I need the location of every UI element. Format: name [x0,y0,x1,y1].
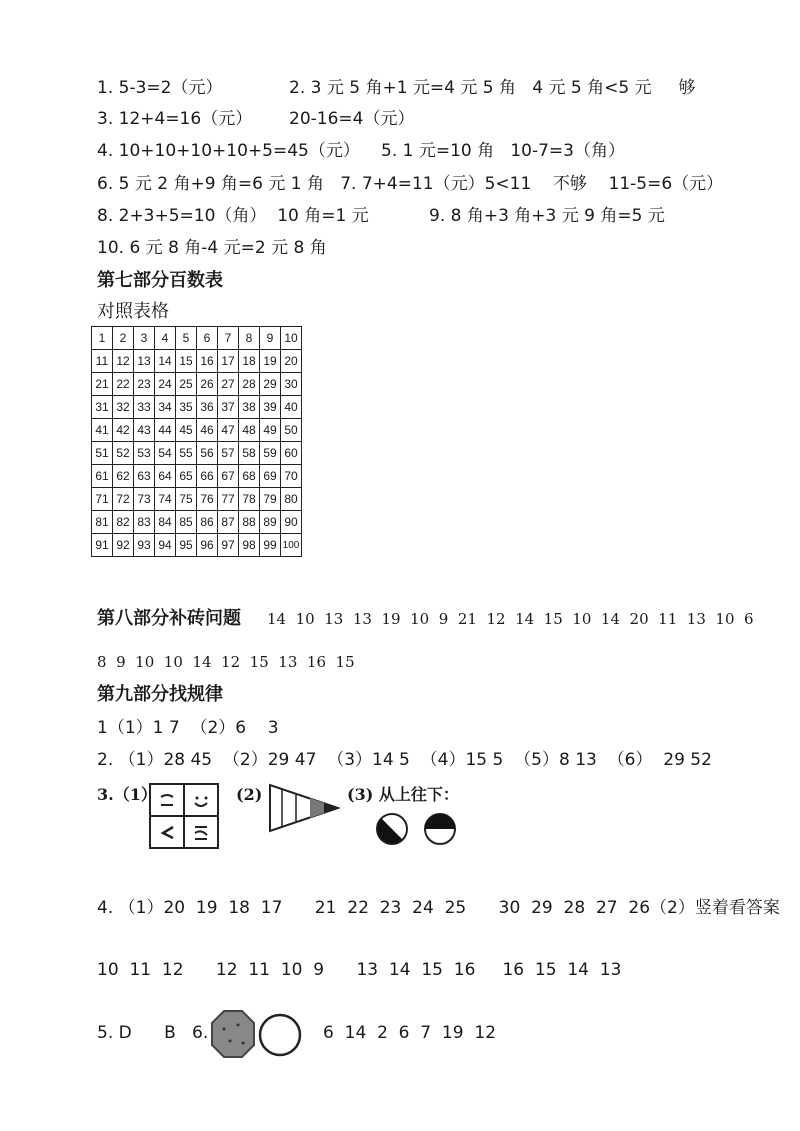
hundred-chart-cell: 86 [197,511,218,534]
hundred-chart-cell: 4 [155,327,176,350]
hundred-chart-cell: 85 [176,511,197,534]
hundred-chart-cell: 24 [155,373,176,396]
answer-9: 9. 8 角+3 角+3 元 9 角=5 元 [429,206,665,226]
hundred-chart-cell: 82 [113,511,134,534]
hundred-chart-row [92,373,302,396]
hundred-chart-cell: 20 [281,350,302,373]
hundred-chart-cell: 54 [155,442,176,465]
hundred-chart-cell: 58 [239,442,260,465]
q3-circles-figure [374,811,464,847]
hundred-chart-cell: 75 [176,488,197,511]
hundred-chart-cell: 70 [281,465,302,488]
hundred-chart-cell: 76 [197,488,218,511]
hundred-chart-cell: 79 [260,488,281,511]
hundred-chart-cell: 74 [155,488,176,511]
q3-grid-figure [149,783,219,849]
part8-numbers-row2: 8 9 10 10 14 12 15 13 16 15 [97,653,355,671]
hundred-chart-cell: 68 [239,465,260,488]
hundred-chart-cell: 33 [134,396,155,419]
hundred-chart-cell: 42 [113,419,134,442]
hundred-chart-cell: 96 [197,534,218,557]
hundred-chart-cell: 63 [134,465,155,488]
part8-title: 第八部分补砖问题 [97,608,241,629]
hundred-chart-cell: 94 [155,534,176,557]
answer-5: 5. 1 元=10 角 10-7=3（角） [381,141,625,161]
hundred-chart-cell: 16 [197,350,218,373]
hundred-chart-cell: 14 [155,350,176,373]
hundred-chart-cell: 32 [113,396,134,419]
octagon-icon [210,1009,256,1059]
hundred-chart-cell: 37 [218,396,239,419]
part9-q3-p2-label: (2) [236,785,263,804]
hundred-chart-cell: 92 [113,534,134,557]
hundred-chart-cell: 60 [281,442,302,465]
answer-1: 1. 5-3=2（元） [97,78,223,98]
part9-title: 第九部分找规律 [97,684,223,705]
hundred-chart-cell: 47 [218,419,239,442]
hundred-chart-row [92,419,302,442]
hundred-chart-cell: 25 [176,373,197,396]
answer-3-b: 20-16=4（元） [289,109,415,129]
hundred-chart-cell: 77 [218,488,239,511]
hundred-chart-cell: 36 [197,396,218,419]
hundred-chart-cell: 40 [281,396,302,419]
hundred-chart-cell: 80 [281,488,302,511]
hundred-chart-cell: 91 [92,534,113,557]
hundred-chart-cell: 78 [239,488,260,511]
hundred-chart-cell: 27 [218,373,239,396]
hundred-chart-cell: 89 [260,511,281,534]
hundred-chart-cell: 52 [113,442,134,465]
hundred-chart-row [92,488,302,511]
hundred-chart-cell: 49 [260,419,281,442]
hundred-chart-cell: 65 [176,465,197,488]
hundred-chart-cell: 7 [218,327,239,350]
circle-icon [257,1012,303,1058]
hundred-chart-cell: 87 [218,511,239,534]
hundred-chart-cell: 62 [113,465,134,488]
hundred-chart-row [92,350,302,373]
hundred-chart-cell: 53 [134,442,155,465]
hundred-chart-cell: 50 [281,419,302,442]
hundred-chart-cell: 41 [92,419,113,442]
hundred-chart-cell: 83 [134,511,155,534]
hundred-chart-cell: 22 [113,373,134,396]
hundred-chart-cell: 21 [92,373,113,396]
hundred-chart-cell: 11 [92,350,113,373]
hundred-chart-cell: 12 [113,350,134,373]
answer-10: 10. 6 元 8 角-4 元=2 元 8 角 [97,238,327,258]
hundred-chart-row [92,534,302,557]
hundred-chart-cell: 29 [260,373,281,396]
hundred-chart-cell: 67 [218,465,239,488]
part9-q2: 2. （1）28 45 （2）29 47 （3）14 5 （4）15 5 （5）8 13 （6） 29 52 [97,750,712,770]
part9-q4-row1: 4. （1）20 19 18 17 21 22 23 24 25 30 29 28 27 26（2）竖着看答案 [97,898,780,918]
hundred-chart-cell: 45 [176,419,197,442]
hundred-chart-cell: 59 [260,442,281,465]
hundred-chart-row [92,511,302,534]
hundred-chart-cell: 3 [134,327,155,350]
part7-subtitle: 对照表格 [97,301,169,322]
hundred-chart-cell: 31 [92,396,113,419]
hundred-chart-cell: 55 [176,442,197,465]
part9-q1: 1（1）1 7 （2）6 3 [97,718,279,738]
hundred-chart-cell: 39 [260,396,281,419]
hundred-chart-cell: 8 [239,327,260,350]
answer-6-7: 6. 5 元 2 角+9 角=6 元 1 角 7. 7+4=11（元）5<11 不够 11-5=6（元） [97,174,724,194]
hundred-chart-cell: 13 [134,350,155,373]
answer-3: 3. 12+4=16（元） [97,109,253,129]
hundred-chart-cell: 61 [92,465,113,488]
part7-title: 第七部分百数表 [97,270,223,291]
hundred-chart [91,326,302,557]
hundred-chart-cell: 98 [239,534,260,557]
hundred-chart-row [92,327,302,350]
hundred-chart-cell: 35 [176,396,197,419]
part8-numbers-row1: 14 10 13 13 19 10 9 21 12 14 15 10 14 20 11 13 10 6 [267,610,754,628]
hundred-chart-cell: 38 [239,396,260,419]
hundred-chart-cell: 6 [197,327,218,350]
hundred-chart-cell: 23 [134,373,155,396]
hundred-chart-cell: 48 [239,419,260,442]
hundred-chart-cell: 28 [239,373,260,396]
part9-q6-answers: 6 14 2 6 7 19 12 [323,1023,497,1043]
hundred-chart-cell: 43 [134,419,155,442]
part9-q5: 5. D B 6. [97,1023,209,1043]
hundred-chart-cell: 97 [218,534,239,557]
hundred-chart-cell: 66 [197,465,218,488]
hundred-chart-cell: 93 [134,534,155,557]
hundred-chart-cell: 84 [155,511,176,534]
hundred-chart-row [92,465,302,488]
hundred-chart-cell: 1 [92,327,113,350]
hundred-chart-cell: 5 [176,327,197,350]
hundred-chart-row [92,442,302,465]
hundred-chart-cell: 81 [92,511,113,534]
part9-q4-row2: 10 11 12 12 11 10 9 13 14 15 16 16 15 14 13 [97,960,622,980]
hundred-chart-cell: 56 [197,442,218,465]
hundred-chart-cell: 19 [260,350,281,373]
answer-4: 4. 10+10+10+10+5=45（元） [97,141,360,161]
hundred-chart-cell: 72 [113,488,134,511]
hundred-chart-cell: 64 [155,465,176,488]
answer-8: 8. 2+3+5=10（角） 10 角=1 元 [97,206,369,226]
hundred-chart-row [92,396,302,419]
hundred-chart-cell: 17 [218,350,239,373]
answer-2: 2. 3 元 5 角+1 元=4 元 5 角 4 元 5 角<5 元 够 [289,78,696,98]
hundred-chart-cell: 95 [176,534,197,557]
hundred-chart-cell: 88 [239,511,260,534]
hundred-chart-cell: 100 [281,534,302,557]
hundred-chart-cell: 69 [260,465,281,488]
q3-triangle-figure [268,783,340,833]
hundred-chart-cell: 18 [239,350,260,373]
hundred-chart-cell: 71 [92,488,113,511]
hundred-chart-cell: 2 [113,327,134,350]
hundred-chart-cell: 9 [260,327,281,350]
hundred-chart-cell: 10 [281,327,302,350]
hundred-chart-cell: 44 [155,419,176,442]
hundred-chart-cell: 99 [260,534,281,557]
hundred-chart-cell: 26 [197,373,218,396]
hundred-chart-cell: 15 [176,350,197,373]
hundred-chart-cell: 73 [134,488,155,511]
part9-q3-label: 3.（1） [97,785,157,804]
hundred-chart-cell: 57 [218,442,239,465]
hundred-chart-cell: 46 [197,419,218,442]
hundred-chart-cell: 34 [155,396,176,419]
part9-q3-p3-label: (3) 从上往下： [347,785,459,804]
hundred-chart-cell: 90 [281,511,302,534]
hundred-chart-cell: 51 [92,442,113,465]
hundred-chart-cell: 30 [281,373,302,396]
